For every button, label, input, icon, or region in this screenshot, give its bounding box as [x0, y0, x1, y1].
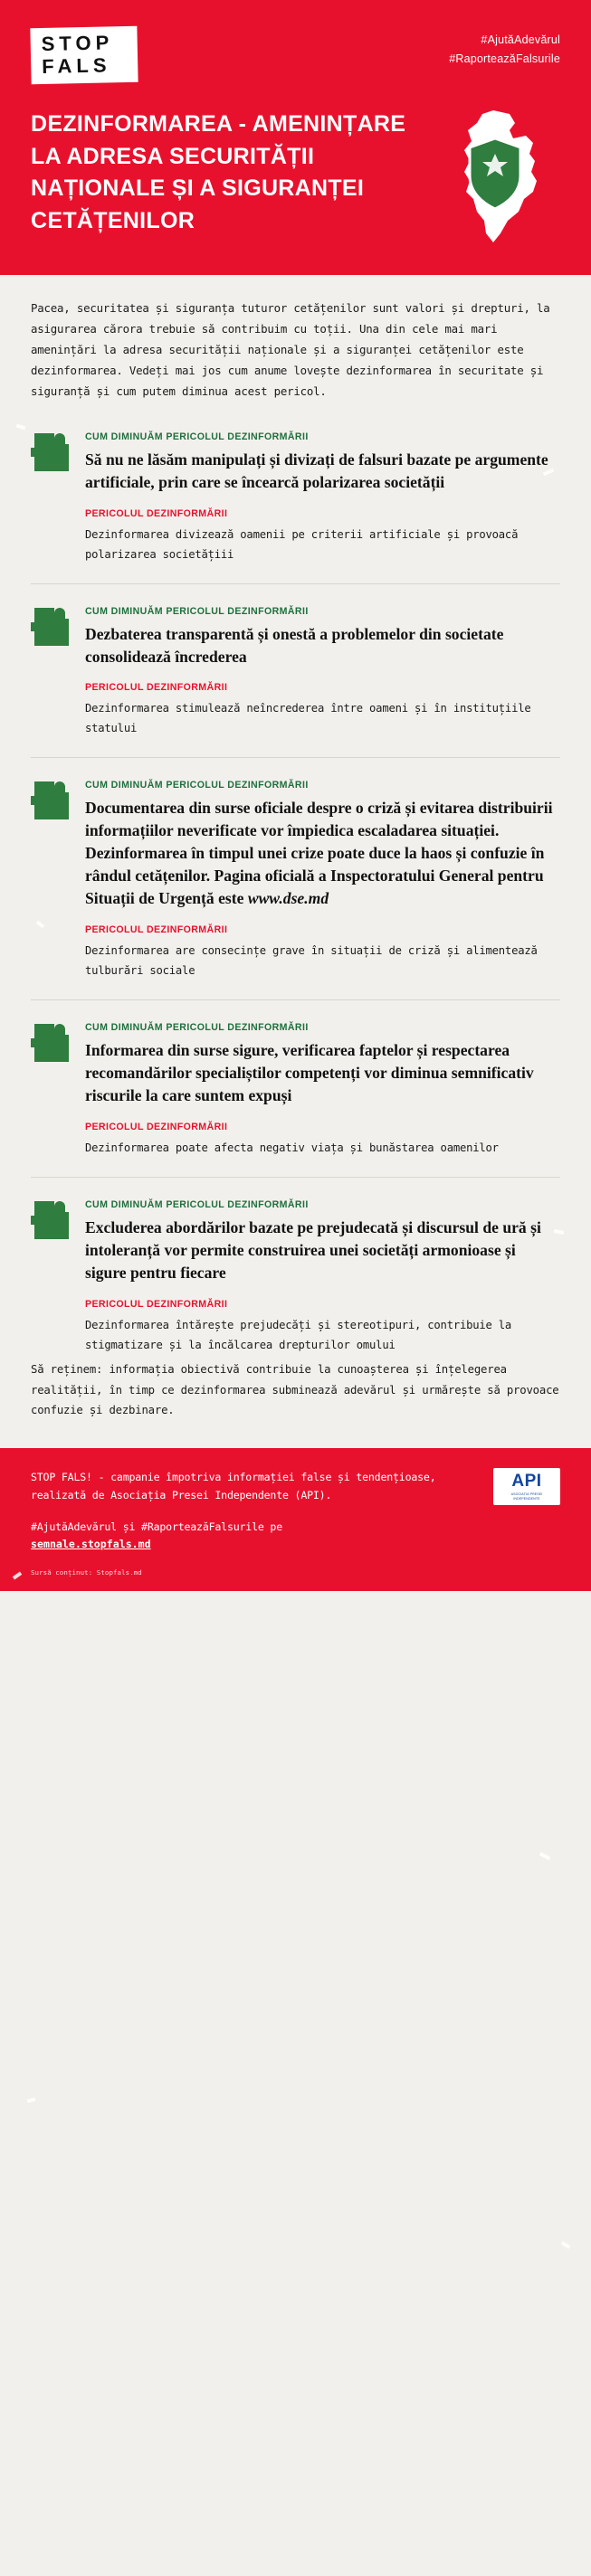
footer-source: Sursă conținut: Stopfals.md	[31, 1567, 142, 1577]
solution-text	[85, 797, 560, 910]
solution-body	[85, 428, 560, 494]
solution-text: Excluderea abordărilor bazate pe prejudecată și discursul de ură și intoleranță vor permite construirea unei societăți armonioase și sigure pentru fiecare	[85, 1217, 541, 1282]
solution-text: Dezbaterea transparentă și onestă a problemelor din societate consolidează încrederea	[85, 624, 504, 666]
logo-line-1: STOP	[41, 31, 114, 56]
danger-text: Dezinformarea poate afecta negativ viața și bunăstarea oamenilor	[85, 1141, 499, 1155]
semnale-link[interactable]: semnale.stopfals.md	[31, 1537, 151, 1550]
danger-kicker: PERICOLUL DEZINFORMĂRII	[85, 682, 228, 694]
solution-kicker: CUM DIMINUĂM PERICOLUL DEZINFORMĂRII	[85, 431, 309, 442]
solution-text: Informarea din surse sigure, verificarea faptelor și respectarea recomandărilor specialiștilor competenți vor diminua semnificativ riscurile la care suntem expuși	[85, 1041, 534, 1105]
danger-text: Dezinformarea are consecințe grave în situații de criză și alimentează tulburări sociale	[85, 944, 538, 978]
divider	[31, 1177, 560, 1178]
danger-kicker: PERICOLUL DEZINFORMĂRII	[85, 1122, 228, 1133]
header-main-row	[31, 109, 560, 244]
danger-body	[31, 508, 560, 565]
solution-body	[85, 1018, 560, 1107]
logo-line-2: FALS	[41, 53, 111, 79]
solution-row	[31, 1196, 560, 1284]
stop-fals-logo	[30, 26, 138, 84]
hashtag-ajuta-adevarul: #AjutăAdevărul	[481, 33, 560, 46]
danger-text: Dezinformarea divizează oamenii pe criterii artificiale și provoacă polarizarea societățiii	[85, 527, 519, 561]
danger-body	[31, 1122, 560, 1159]
footer	[0, 1448, 591, 1591]
danger-text: Dezinformarea întărește prejudecăți și stereotipuri, contribuie la stigmatizare și la încălcarea drepturilor omului	[85, 1318, 512, 1351]
api-logo-text: API	[511, 1472, 542, 1491]
speckle	[27, 2098, 36, 2103]
block-5	[0, 1196, 591, 1356]
api-logo	[493, 1468, 560, 1505]
solution-row	[31, 1018, 560, 1107]
shield-icon	[466, 136, 524, 212]
header-hashtags	[449, 27, 560, 70]
puzzle-piece-icon	[31, 1198, 72, 1243]
puzzle-piece-icon	[31, 430, 72, 475]
solution-row	[31, 776, 560, 910]
solution-row	[31, 602, 560, 668]
danger-body	[31, 1299, 560, 1356]
solution-kicker: CUM DIMINUĂM PERICOLUL DEZINFORMĂRII	[85, 1198, 309, 1210]
intro-text: Pacea, securitatea și siguranța tuturor cetățenilor sunt valori și drepturi, la asigurarea cărora trebuie să contribuim cu toții. Una din cele mai mari amenințări la adresa securității naționale și a siguranței cetățenilor este dezinformarea. Vedeți mai jos cum anume lovește dezinformarea în securitate și siguranță și cum putem diminua acest pericol.	[31, 301, 550, 398]
danger-kicker: PERICOLUL DEZINFORMĂRII	[85, 924, 228, 936]
header-top-row	[31, 27, 560, 83]
intro-section	[0, 275, 591, 428]
solution-row	[31, 428, 560, 494]
solution-text-main: Documentarea din surse oficiale despre o criză și evitarea distribuirii informațiilor neverificate vor împiedica escaladarea situației. Dezinformarea în timpul unei crize poate duce la haos și confuzie în rândul cetățenilor. Pagina oficială a Inspectoratului General pentru Situații de Urgență este	[85, 799, 553, 908]
solution-kicker: CUM DIMINUĂM PERICOLUL DEZINFORMĂRII	[85, 605, 309, 617]
solution-kicker: CUM DIMINUĂM PERICOLUL DEZINFORMĂRII	[85, 780, 309, 791]
danger-body	[31, 924, 560, 981]
hashtag-raporteaza-falsurile: #RaporteazăFalsurile	[449, 52, 560, 66]
footer-top-row	[31, 1468, 560, 1505]
api-logo-subtext: ASOCIAȚIA PRESEI INDEPENDENTE	[510, 1492, 543, 1501]
speckle	[561, 2241, 571, 2249]
danger-kicker: PERICOLUL DEZINFORMĂRII	[85, 507, 228, 519]
block-3	[0, 776, 591, 981]
danger-text: Dezinformarea stimulează neîncrederea între oameni și în instituțiile statului	[85, 702, 531, 735]
divider	[31, 583, 560, 584]
footer-description: STOP FALS! - campanie împotriva informației false și tendențioase, realizată de Asociația Presei Independente (API).	[31, 1471, 436, 1502]
speckle	[539, 1852, 550, 1860]
block-4	[0, 1018, 591, 1159]
solution-body	[85, 776, 560, 910]
map-shield-graphic	[441, 109, 560, 244]
puzzle-piece-icon	[31, 604, 72, 649]
block-1	[0, 428, 591, 565]
conclusion-text: Să reținem: informația obiectivă contribuie la cunoașterea și înțelegerea realității, în timp ce dezinformarea subminează adevărul și urmărește să provoace confuzie și dezbinare.	[31, 1362, 559, 1417]
solution-text: Să nu ne lăsăm manipulați și divizați de falsuri bazate pe argumente artificiale, prin care se încearcă polarizarea societății	[85, 450, 548, 491]
header	[0, 0, 591, 275]
solution-link-text: www.dse.md	[247, 889, 329, 908]
page-title: DEZINFORMAREA - AMENINȚARE LA ADRESA SECURITĂȚII NAȚIONALE ȘI A SIGURANȚEI CETĂȚENILOR	[31, 111, 406, 233]
solution-kicker: CUM DIMINUĂM PERICOLUL DEZINFORMĂRII	[85, 1022, 309, 1034]
divider	[31, 999, 560, 1000]
footer-hashtags: #AjutăAdevărul și #RaporteazăFalsurile pe	[31, 1520, 282, 1533]
danger-kicker: PERICOLUL DEZINFORMĂRII	[85, 1298, 228, 1310]
solution-body	[85, 602, 560, 668]
block-2	[0, 602, 591, 740]
puzzle-piece-icon	[31, 1020, 72, 1065]
puzzle-piece-icon	[31, 778, 72, 823]
solution-body	[85, 1196, 560, 1284]
divider	[31, 757, 560, 758]
conclusion-section	[0, 1356, 591, 1448]
danger-body	[31, 682, 560, 739]
